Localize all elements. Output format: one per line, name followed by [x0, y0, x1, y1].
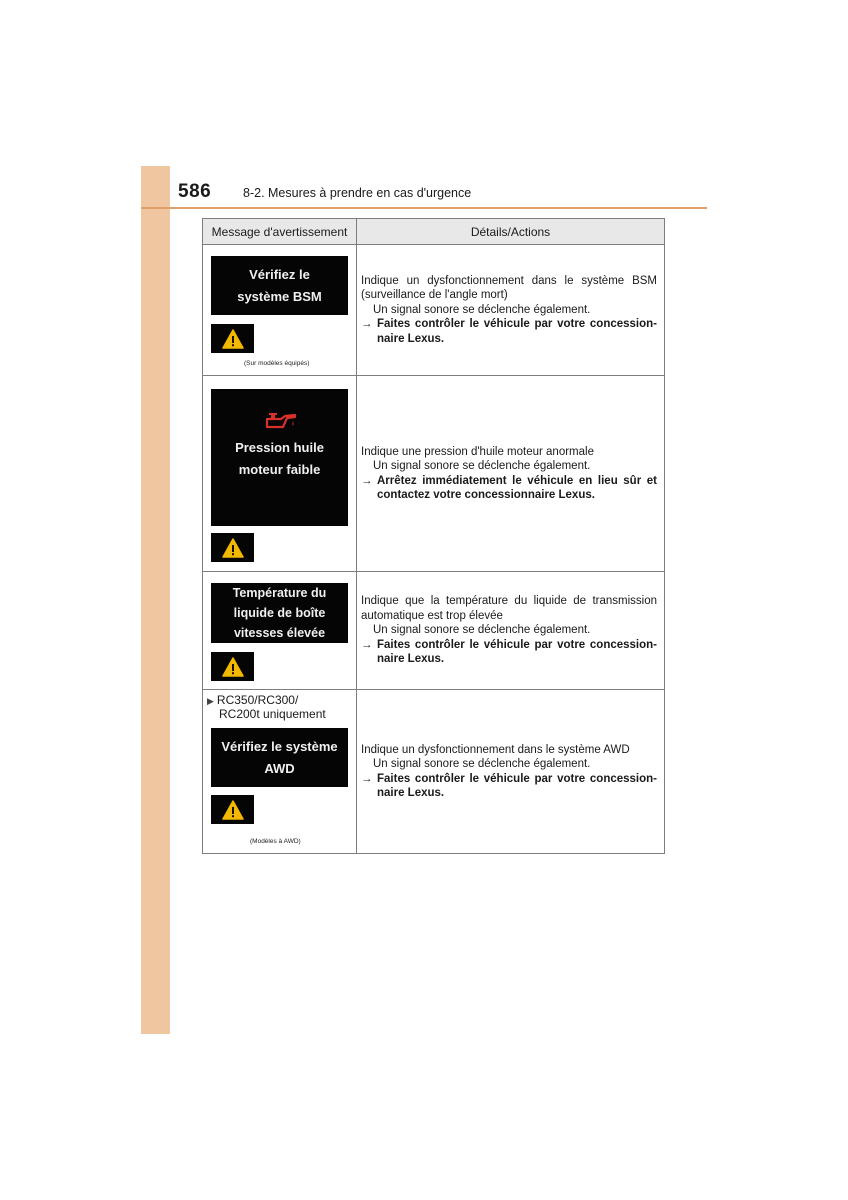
details-cell	[357, 690, 665, 854]
column-header-details: Détails/Actions	[357, 219, 665, 245]
table-header-row	[203, 219, 665, 245]
column-header-message: Message d'avertissement	[203, 219, 357, 245]
screen-text-line: Vérifiez le	[249, 266, 310, 282]
details-description: Indique un dysfonctionnement dans le système AWD	[361, 743, 630, 756]
model-label-line: RC350/RC300/	[216, 693, 299, 707]
details-sound-note: Un signal sonore se déclenche également.	[373, 460, 591, 472]
warning-display-screen	[211, 389, 348, 526]
chapter-side-tab	[141, 166, 170, 1034]
warning-display-screen	[211, 583, 348, 643]
table-row	[203, 376, 665, 572]
details-action	[361, 474, 657, 503]
master-warning-icon	[211, 652, 254, 681]
screen-text-line: moteur faible	[238, 462, 321, 477]
arrow-icon: →	[361, 318, 373, 331]
warning-message-cell	[203, 690, 357, 854]
table-row	[203, 245, 665, 376]
details-cell	[357, 572, 665, 690]
details-cell	[357, 245, 665, 376]
arrow-icon: →	[361, 638, 373, 651]
oil-can-icon	[263, 411, 297, 437]
details-action-text: Faites contrôler le véhicule par votre concession-naire Lexus.	[377, 772, 657, 799]
warning-display-screen	[211, 256, 348, 315]
section-title: 8-2. Mesures à prendre en cas d'urgence	[243, 186, 472, 200]
model-note: (Sur modèles équipés)	[244, 360, 310, 367]
table-row	[203, 572, 665, 690]
screen-text-line: Vérifiez le système	[221, 738, 338, 754]
warning-message-cell	[203, 572, 357, 690]
warning-display-screen	[211, 728, 348, 787]
master-warning-icon	[211, 324, 254, 353]
details-description: Indique que la température du liquide de transmission automatique est trop élevée	[361, 595, 657, 622]
screen-text-line: vitesses élevée	[233, 626, 326, 640]
details-action	[361, 638, 657, 667]
details-action-text: Arrêtez immédiatement le véhicule en lieu sûr et contactez votre concessionnaire Lexus.	[377, 474, 657, 501]
header-rule	[141, 207, 707, 209]
warning-messages-table	[202, 218, 665, 854]
details-action-text: Faites contrôler le véhicule par votre concession-naire Lexus.	[377, 318, 657, 345]
table-row	[203, 690, 665, 854]
details-cell	[357, 376, 665, 572]
details-action-text: Faites contrôler le véhicule par votre concession-naire Lexus.	[377, 638, 657, 666]
details-action	[361, 317, 657, 346]
bullet-triangle-icon: ▶	[207, 696, 214, 706]
warning-message-cell	[203, 376, 357, 572]
details-sound-note: Un signal sonore se déclenche également.	[373, 624, 591, 637]
arrow-icon: →	[361, 772, 373, 785]
details-description: Indique un dysfonctionnement dans le système BSM (surveillance de l'angle mort)	[361, 274, 657, 302]
details-description: Indique une pression d'huile moteur anormale	[361, 445, 594, 458]
screen-text-line: Pression huile	[235, 440, 324, 455]
screen-text-line: AWD	[264, 760, 295, 776]
model-label-line: RC200t uniquement	[219, 707, 326, 721]
page-number: 586	[178, 181, 212, 202]
warning-message-cell	[203, 245, 357, 376]
details-action	[361, 772, 657, 801]
details-sound-note: Un signal sonore se déclenche également.	[373, 758, 591, 770]
screen-text-line: système BSM	[237, 288, 322, 304]
master-warning-icon	[211, 795, 254, 824]
screen-text-line: Température du	[232, 586, 327, 600]
screen-text-line: liquide de boîte	[233, 606, 326, 620]
model-availability-label	[207, 694, 326, 721]
model-note: (Modèles à AWD)	[250, 838, 301, 845]
details-sound-note: Un signal sonore se déclenche également.	[373, 303, 591, 316]
master-warning-icon	[211, 533, 254, 562]
arrow-icon: →	[361, 474, 373, 487]
